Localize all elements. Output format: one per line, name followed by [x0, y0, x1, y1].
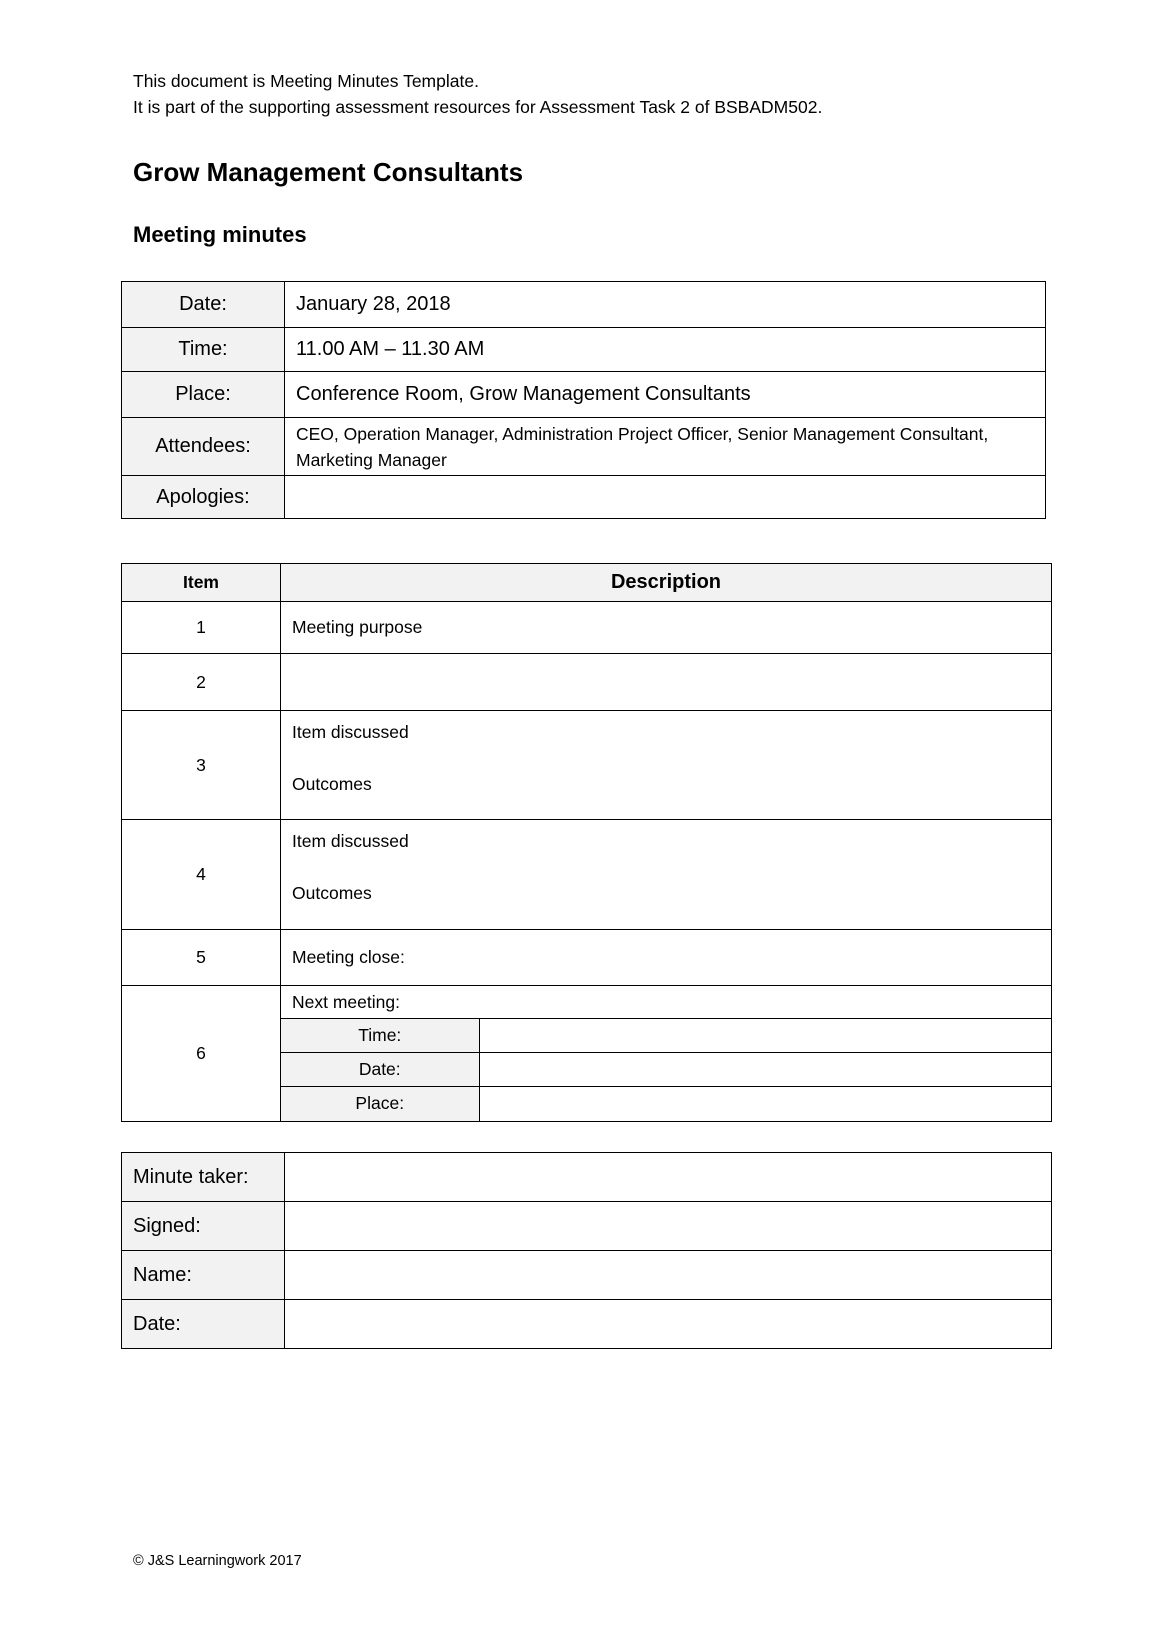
info-row-date [122, 282, 1046, 328]
outcomes-label: Outcomes [292, 774, 372, 794]
signoff-label: Signed: [122, 1202, 285, 1251]
signoff-value-minute-taker[interactable] [285, 1153, 1052, 1202]
info-label: Date: [122, 282, 285, 328]
info-value-date[interactable]: January 28, 2018 [285, 282, 1046, 328]
next-meeting-value-place[interactable] [479, 1087, 1051, 1121]
signoff-label: Name: [122, 1251, 285, 1300]
signoff-value-name[interactable] [285, 1251, 1052, 1300]
info-row-apologies [122, 476, 1046, 519]
signoff-row-signed [122, 1202, 1052, 1251]
next-meeting-value-time[interactable] [479, 1019, 1051, 1053]
item-number: 4 [122, 820, 281, 930]
table-row [122, 986, 1052, 1122]
items-header-row [122, 564, 1052, 602]
agenda-items-table [121, 563, 1052, 1122]
item-discussed-label: Item discussed [292, 722, 409, 742]
item-description[interactable] [281, 820, 1052, 930]
section-title: Meeting minutes [133, 222, 307, 247]
intro-text [133, 68, 822, 120]
signoff-row-name [122, 1251, 1052, 1300]
signoff-row-date [122, 1300, 1052, 1349]
info-row-attendees [122, 418, 1046, 476]
table-row [122, 930, 1052, 986]
item-number: 3 [122, 711, 281, 820]
signoff-row-minute-taker [122, 1153, 1052, 1202]
table-row [122, 602, 1052, 654]
info-label: Time: [122, 328, 285, 372]
signoff-table [121, 1152, 1052, 1349]
next-meeting-row-date [281, 1053, 1051, 1087]
copyright-footer: © J&S Learningwork 2017 [133, 1553, 302, 1569]
info-value-apologies[interactable] [285, 476, 1046, 519]
item-number: 2 [122, 654, 281, 711]
item-description[interactable] [281, 711, 1052, 820]
info-label: Apologies: [122, 476, 285, 519]
intro-line-2: It is part of the supporting assessment resources for Assessment Task 2 of BSBADM502. [133, 97, 823, 117]
next-meeting-label: Next meeting: [292, 992, 400, 1012]
info-value-attendees[interactable]: CEO, Operation Manager, Administration Project Officer, Senior Management Consultant, Marketing Manager [285, 418, 1046, 476]
signoff-value-date[interactable] [285, 1300, 1052, 1349]
item-description[interactable]: Meeting purpose [281, 602, 1052, 654]
item-number: 6 [122, 986, 281, 1122]
info-label: Attendees: [122, 418, 285, 476]
table-row [122, 654, 1052, 711]
info-value-place[interactable]: Conference Room, Grow Management Consultants [285, 372, 1046, 418]
signoff-value-signed[interactable] [285, 1202, 1052, 1251]
outcomes-label: Outcomes [292, 883, 372, 903]
items-header-item: Item [122, 564, 281, 602]
next-meeting-label-date: Date: [281, 1053, 479, 1087]
info-label: Place: [122, 372, 285, 418]
next-meeting-label-time: Time: [281, 1019, 479, 1053]
item-number: 5 [122, 930, 281, 986]
next-meeting-value-date[interactable] [479, 1053, 1051, 1087]
info-row-time [122, 328, 1046, 372]
meeting-info-table [121, 281, 1046, 519]
item-discussed-label: Item discussed [292, 831, 409, 851]
item-description[interactable] [281, 654, 1052, 711]
intro-line-1: This document is Meeting Minutes Template. [133, 71, 479, 91]
next-meeting-table [281, 1018, 1051, 1121]
info-value-time[interactable]: 11.00 AM – 11.30 AM [285, 328, 1046, 372]
signoff-label: Date: [122, 1300, 285, 1349]
next-meeting-row-place [281, 1087, 1051, 1121]
table-row [122, 820, 1052, 930]
item-number: 1 [122, 602, 281, 654]
table-row [122, 711, 1052, 820]
next-meeting-cell [281, 986, 1052, 1122]
spacer [292, 854, 1051, 880]
item-description[interactable]: Meeting close: [281, 930, 1052, 986]
spacer [292, 745, 1051, 771]
info-row-place [122, 372, 1046, 418]
organization-title: Grow Management Consultants [133, 157, 524, 187]
next-meeting-row-time [281, 1019, 1051, 1053]
signoff-label: Minute taker: [122, 1153, 285, 1202]
items-header-description: Description [281, 564, 1052, 602]
next-meeting-label-place: Place: [281, 1087, 479, 1121]
